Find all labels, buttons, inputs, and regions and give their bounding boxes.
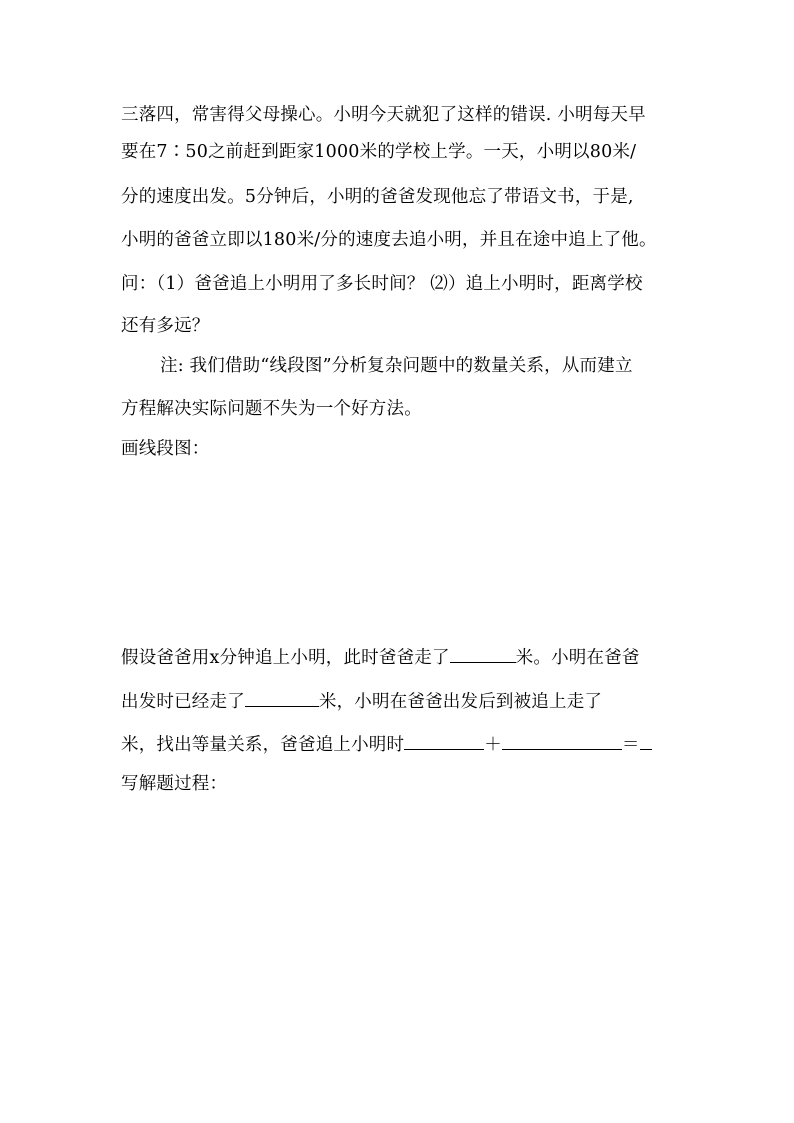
problem-line-3: 分的速度出发。5分钟后，小明的爸爸发现他忘了带语文书，于是, — [121, 187, 634, 207]
note-line-2: 方程解决实际问题不失为一个好方法。 — [121, 399, 422, 419]
answer-blank-term-1[interactable] — [404, 733, 484, 750]
problem-line-1: 三落四，常害得父母操心。小明今天就犯了这样的错误. 小明每天早 — [121, 105, 646, 125]
fill-in-text: 假设爸爸用x分钟追上小明，此时爸爸走了 — [121, 648, 450, 668]
fill-in-text: 出发时已经走了 — [121, 692, 245, 712]
answer-blank-dad-distance[interactable] — [450, 646, 516, 663]
note-line-1: 注: 我们借助“线段图”分析复杂问题中的数量关系，从而建立 — [160, 356, 633, 376]
fill-in-text: 米，找出等量关系，爸爸追上小明时 — [121, 735, 405, 755]
problem-line-4: 小明的爸爸立即以180米/分的速度去追小明，并且在途中追上了他。 — [121, 230, 657, 250]
plus-sign: ＋ — [484, 735, 502, 755]
problem-line-2: 要在7∶50之前赶到距家1000米的学校上学。一天，小明以80米/ — [121, 142, 637, 162]
answer-blank-result[interactable] — [640, 733, 652, 750]
fill-in-text: 米，小明在爸爸出发后到被追上走了 — [318, 692, 603, 712]
problem-line-5: 问：（1）爸爸追上小明用了多长时间？ ⑵）追上小明时，距离学校 — [121, 274, 643, 294]
answer-blank-head-start[interactable] — [245, 690, 319, 707]
equals-sign: ＝ — [621, 735, 640, 755]
fill-in-line-2 — [121, 690, 602, 713]
answer-blank-term-2[interactable] — [502, 733, 622, 750]
fill-in-line-3 — [121, 733, 652, 756]
fill-in-line-1 — [121, 646, 640, 669]
problem-line-6: 还有多远？ — [121, 316, 210, 336]
fill-in-text: 米。小明在爸爸 — [515, 648, 640, 668]
solution-label: 写解题过程： — [121, 774, 228, 794]
diagram-label: 画线段图： — [121, 439, 210, 459]
